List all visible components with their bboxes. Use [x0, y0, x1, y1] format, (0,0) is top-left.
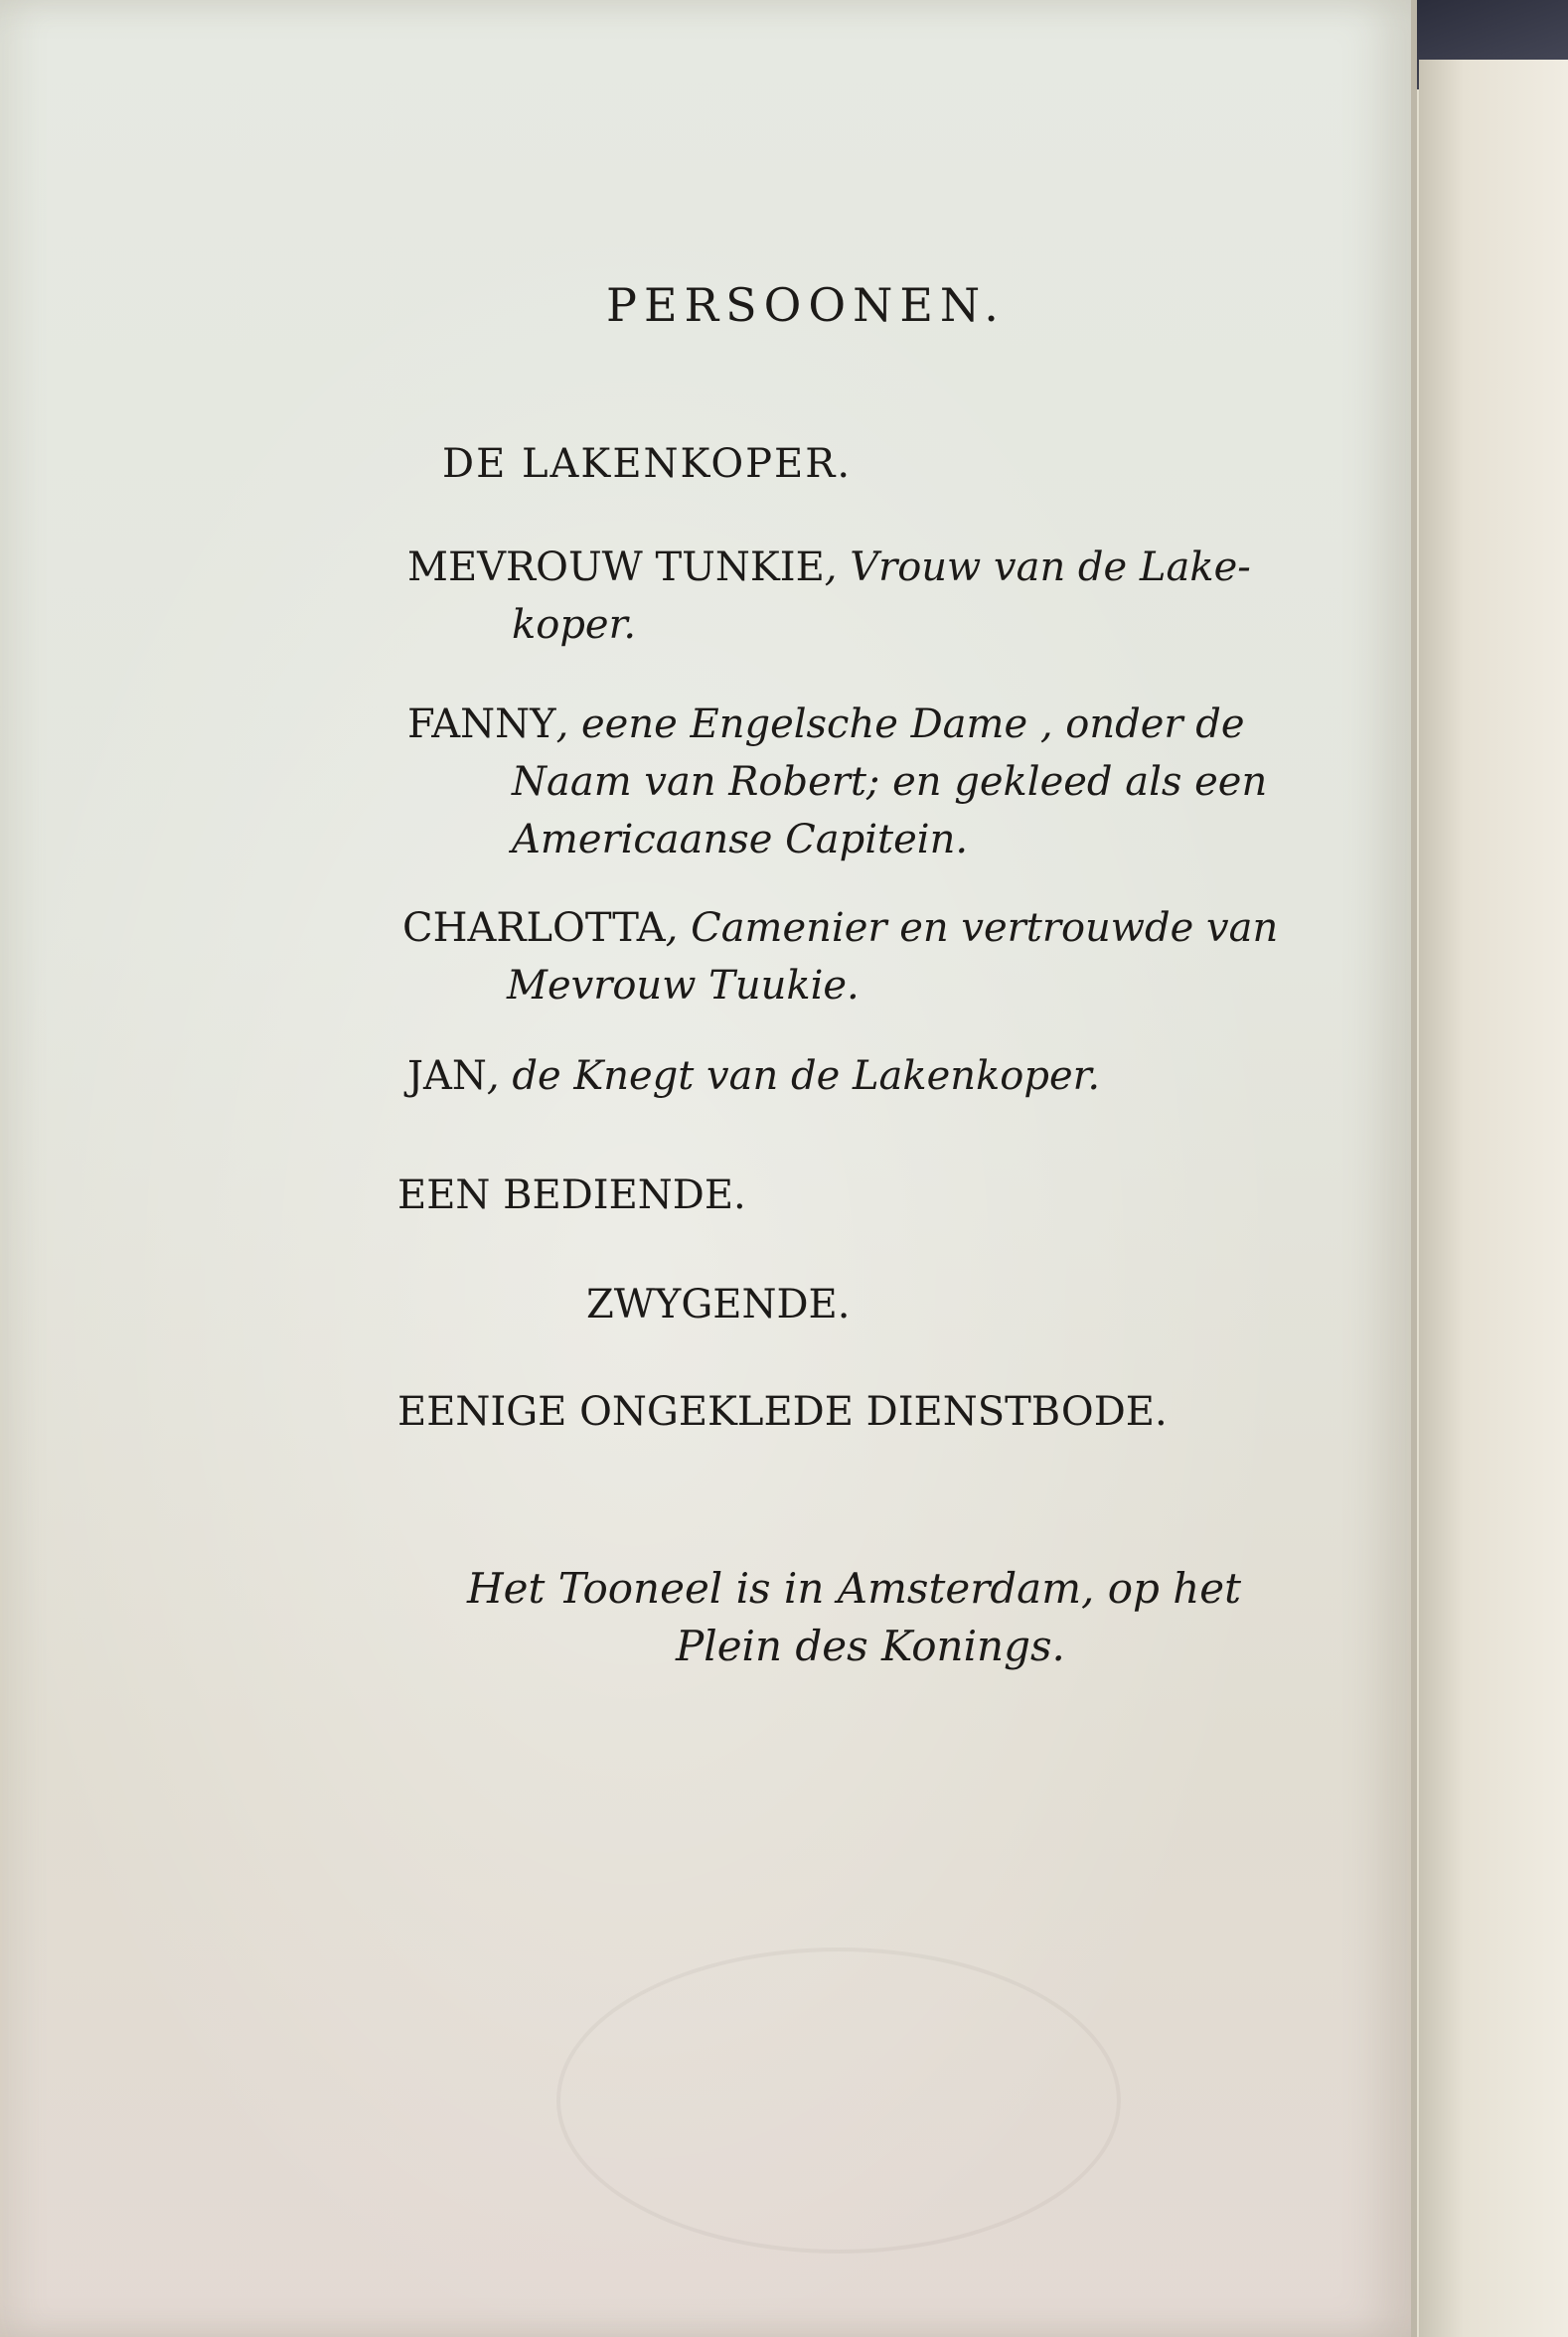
- scene-line: Plein des Konings.: [676, 1622, 1065, 1670]
- role-name: JAN: [407, 1053, 487, 1099]
- scene-line: Het Tooneel is in Amsterdam, op het: [467, 1564, 1242, 1613]
- role-description-cont: Naam van Robert; en gekleed als een: [512, 759, 1268, 805]
- role-dienstbode: [397, 1389, 1168, 1435]
- role-jan: [407, 1053, 1100, 1099]
- role-name: MEVROUW TUNKIE: [407, 545, 825, 590]
- page-heading: PERSOONEN.: [606, 278, 1006, 332]
- role-description-cont: Mevrouw Tuukie.: [507, 963, 860, 1009]
- show-through-oval: [556, 1948, 1121, 2254]
- role-description: , eene Engelsche Dame , onder de: [555, 701, 1245, 747]
- role-description-cont: koper.: [512, 602, 637, 648]
- role-charlotta: [402, 899, 1278, 1014]
- role-name: DE LAKENKOPER.: [442, 441, 853, 487]
- role-bediende: [397, 1172, 746, 1218]
- role-description: , Vrouw van de Lake-: [824, 545, 1251, 590]
- facing-page-edge: [1419, 60, 1568, 2337]
- scene-note: [467, 1560, 1241, 1675]
- role-name: FANNY: [407, 701, 556, 747]
- role-name: EENIGE ONGEKLEDE DIENSTBODE.: [397, 1389, 1168, 1435]
- role-description-cont: Americaanse Capitein.: [512, 817, 969, 862]
- role-lakenkoper: [442, 441, 852, 487]
- role-fanny: [407, 696, 1267, 868]
- role-mevrouw-tunkie: [407, 539, 1251, 654]
- role-name: EEN BEDIENDE.: [397, 1172, 746, 1218]
- role-name: ZWYGENDE.: [586, 1282, 851, 1327]
- role-name: CHARLOTTA: [402, 905, 666, 951]
- role-zwygende: [586, 1282, 850, 1327]
- role-description: , Camenier en vertrouwde van: [665, 905, 1279, 951]
- role-description: , de Knegt van de Lakenkoper.: [486, 1053, 1101, 1099]
